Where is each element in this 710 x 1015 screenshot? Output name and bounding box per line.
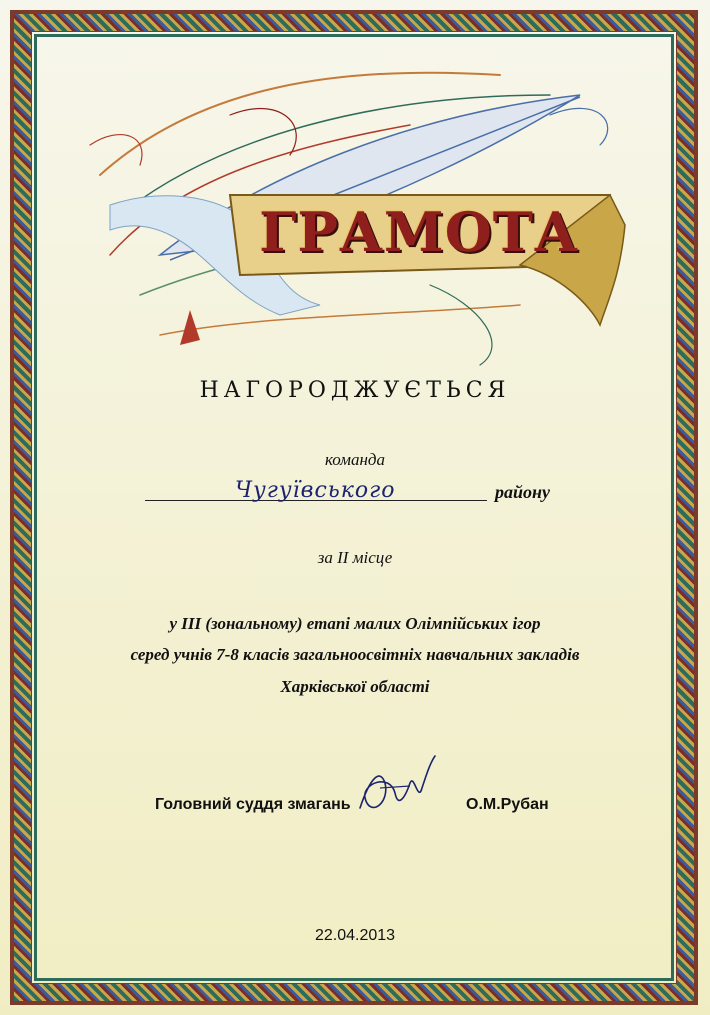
team-name-row — [145, 478, 565, 508]
place-text: за ІІ місце — [317, 548, 393, 567]
team-label: команда — [324, 450, 386, 469]
certificate-title: ГРАМОТА — [259, 200, 579, 264]
event-line-1: у ІІІ (зональному) етапі малих Олімпійських ігор — [169, 614, 541, 633]
event-line-3: Харківської області — [280, 677, 430, 696]
awarded-heading: НАГОРОДЖУЄТЬСЯ — [199, 378, 511, 403]
issue-date: 22.04.2013 — [314, 927, 396, 944]
handwritten-team-name: Чугуївського — [235, 478, 396, 503]
chief-judge-name: О.М.Рубан — [466, 796, 549, 813]
rayon-label: району — [495, 482, 550, 502]
event-line-2: серед учнів 7-8 класів загальноосвітніх навчальних закладів — [130, 645, 580, 664]
title-banner — [238, 192, 600, 272]
chief-judge-label: Головний суддя змагань — [155, 796, 351, 813]
signature — [350, 748, 440, 828]
